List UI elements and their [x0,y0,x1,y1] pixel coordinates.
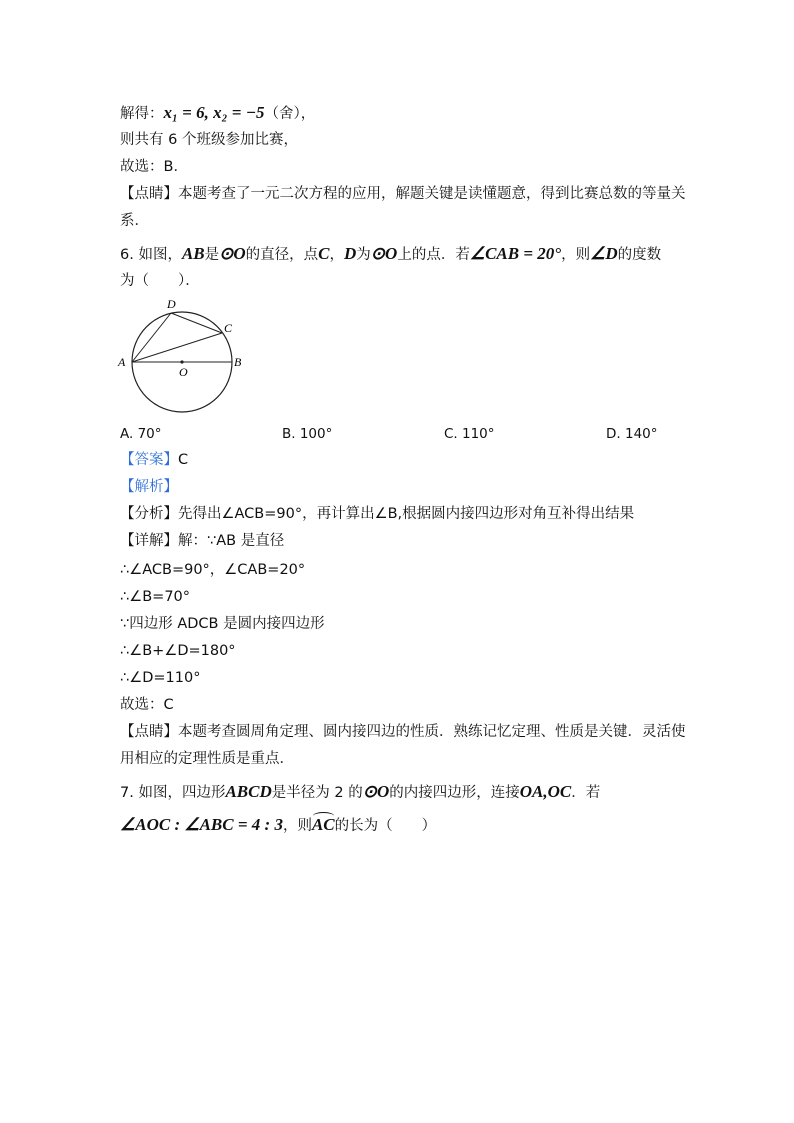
dianjing-line-2: 用相应的定理性质是重点． [120,751,294,767]
solve-suffix: （舍）， [264,106,316,122]
dianjing-line-1: 【点睛】本题考查圆周角定理、圆内接四边的性质．熟练记忆定理、性质是关键．灵活使 [120,724,686,740]
option-b: B. 100° [282,426,333,442]
solve-math: x₁ = 6, x₂ = −5 [163,103,265,122]
option-d: D. 140° [606,426,658,442]
question-6-line-2: 为（ ）． [120,273,200,289]
segment-dc [171,313,222,333]
answer-label: 【答案】 [120,452,178,468]
line-classes: 则共有 6 个班级参加比赛， [120,132,298,148]
answer-line [120,450,188,470]
line-choose-b: 故选：B． [120,159,188,175]
step-4: ∴∠B+∠D=180° [120,643,236,659]
analysis-label: 【解析】 [120,479,178,495]
line-solve [120,103,315,124]
fenxi-line: 【分析】先得出∠ACB=90°，再计算出∠B,根据圆内接四边形对角互补得出结果 [120,506,635,522]
step-6: 故选：C [120,697,174,713]
center-point [180,360,183,363]
label-o: O [179,365,188,379]
step-1: ∴∠ACB=90°，∠CAB=20° [120,562,306,578]
segment-ac [132,333,222,362]
line-remark-2: 系． [120,213,149,229]
circle-figure [112,294,252,418]
label-b: B [234,355,242,369]
line-remark-1: 【点睛】本题考查了一元二次方程的应用，解题关键是读懂题意，得到比赛总数的等量关 [120,186,686,202]
question-6-line-1: 6. 如图，AB是⊙O的直径，点C，D为⊙O上的点．若∠CAB = 20°，则∠D的度数 [120,244,662,263]
label-a: A [118,355,126,369]
xiangjie-line: 【详解】解：∵AB 是直径 [120,533,285,549]
step-5: ∴∠D=110° [120,670,201,686]
label-c: C [224,321,233,335]
option-a: A. 70° [120,426,162,442]
answer-value: C [178,452,189,468]
arc-ac: AC [311,815,335,834]
step-3: ∵四边形 ADCB 是圆内接四边形 [120,616,325,632]
question-7-line-1: 7. 如图，四边形ABCD是半径为 2 的⊙O的内接四边形，连接OA,OC．若 [120,782,601,801]
question-7-line-2: ∠AOC : ∠ABC = 4 : 3，则AC的长为（ ） [120,815,437,834]
solve-prefix: 解得： [120,106,164,122]
label-d: D [167,297,176,311]
step-2: ∴∠B=70° [120,589,191,605]
option-c: C. 110° [444,426,495,442]
